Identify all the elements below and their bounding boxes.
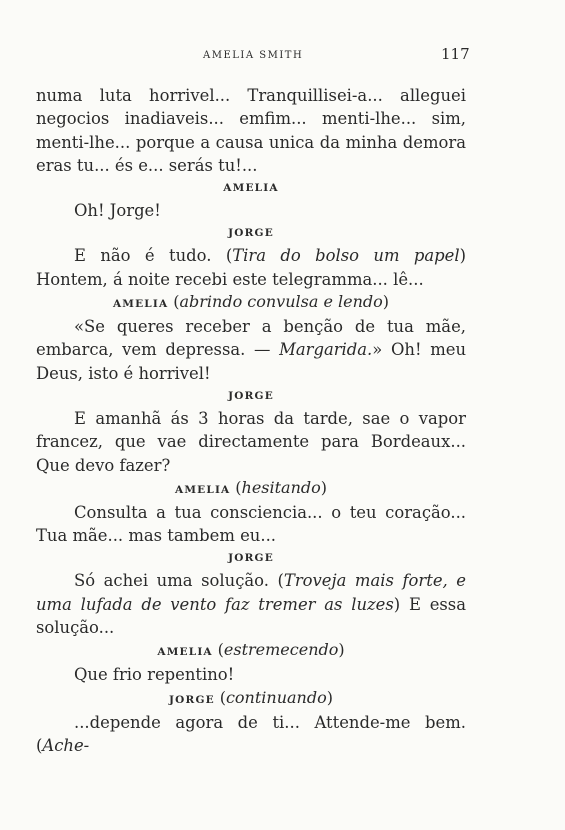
speaker-name: JORGE xyxy=(169,693,215,706)
stage-direction: Ache- xyxy=(42,735,90,755)
running-header xyxy=(0,44,565,64)
page-number: 117 xyxy=(441,45,470,63)
speaker-name: AMELIA xyxy=(174,483,231,496)
running-title: AMELIA SMITH xyxy=(203,50,304,61)
paragraph: Oh! Jorge! xyxy=(74,201,161,221)
text-run: Só achei uma solução. ( xyxy=(74,571,284,591)
page-body xyxy=(36,84,466,757)
stage-direction: estremecendo xyxy=(223,640,339,660)
signature-name: Margarida. xyxy=(279,340,373,360)
text-run: E não é tudo. ( xyxy=(74,246,233,266)
speaker-name: JORGE xyxy=(228,389,274,402)
text-run: ...depende agora de ti... Attende-me bem. ( xyxy=(36,712,466,755)
paragraph: numa luta horrivel... Tranquillisei-a... alleguei negocios inadiaveis... emfim... menti-lhe... sim, menti-lhe... porque a causa unica da minha demora eras tu... és e... serás tu!... xyxy=(36,86,466,175)
paragraph: Que frio repentino! xyxy=(74,665,235,685)
text-run: » Oh! meu Deus, isto é horrivel! xyxy=(36,340,467,383)
speaker-name: AMELIA xyxy=(112,298,169,311)
stage-direction: hesitando xyxy=(241,477,321,497)
speaker-line: AMELIA (abrindo convulsa e lendo) xyxy=(112,292,390,312)
speaker-line: JORGE (continuando) xyxy=(169,687,333,707)
paragraph: E amanhã ás 3 horas da tarde, sae o vapor francez, que vae directamente para Bordeaux... Que devo fazer? xyxy=(36,408,466,475)
paragraph xyxy=(36,711,466,758)
paragraph xyxy=(36,244,466,291)
paragraph xyxy=(36,315,466,385)
speaker-line: AMELIA (hesitando) xyxy=(174,477,328,497)
stage-direction: continuando xyxy=(225,687,327,707)
speaker-name: JORGE xyxy=(228,227,274,240)
text-run: «Se queres receber a benção de tua mãe, embarca, vem depressa. — xyxy=(36,317,466,360)
text-run: ) Hontem, á noite recebi este telegramma... lê... xyxy=(36,246,466,289)
speaker-name: AMELIA xyxy=(223,182,279,195)
paragraph: Consulta a tua consciencia... o teu coração... Tua mãe... mas tambem eu... xyxy=(36,502,466,546)
stage-direction: Tira do bolso um papel xyxy=(232,246,460,266)
stage-direction: Troveja mais forte, e uma lufada de vento faz tremer as luzes xyxy=(36,571,466,614)
stage-direction: abrindo convulsa e lendo xyxy=(179,292,383,312)
speaker-name: AMELIA xyxy=(157,646,213,659)
text-run: ) E essa solução... xyxy=(36,594,466,638)
speaker-line: AMELIA (estremecendo) xyxy=(157,640,345,660)
paragraph xyxy=(36,569,466,639)
speaker-name: JORGE xyxy=(228,552,274,565)
